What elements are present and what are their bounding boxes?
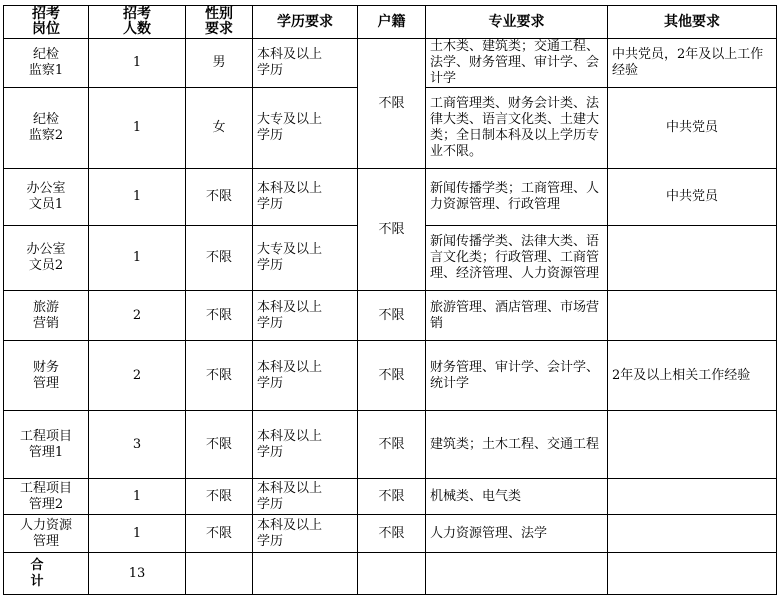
cell-count: 1 <box>89 169 186 226</box>
cell-other <box>608 411 777 479</box>
cell-other: 2年及以上相关工作经验 <box>608 341 777 411</box>
cell-gender: 男 <box>186 39 253 88</box>
cell-count: 1 <box>89 479 186 515</box>
header-other: 其他要求 <box>608 6 777 39</box>
cell-count: 2 <box>89 341 186 411</box>
cell-position: 旅游 营销 <box>4 291 89 341</box>
table-row <box>4 479 777 515</box>
cell-education: 大专及以上 学历 <box>253 88 358 169</box>
table-row <box>4 411 777 479</box>
cell-gender: 不限 <box>186 226 253 291</box>
cell-other: 中共党员，2年及以上工作经验 <box>608 39 777 88</box>
header-count: 招考 人数 <box>89 6 186 39</box>
cell-other: 中共党员 <box>608 169 777 226</box>
header-position: 招考 岗位 <box>4 6 89 39</box>
cell-major: 建筑类；土木工程、交通工程 <box>426 411 608 479</box>
table-row <box>4 341 777 411</box>
cell-major: 财务管理、审计学、会计学、统计学 <box>426 341 608 411</box>
cell-position: 纪检 监察1 <box>4 39 89 88</box>
cell-gender: 不限 <box>186 479 253 515</box>
cell-position: 办公室 文员1 <box>4 169 89 226</box>
cell-hukou-merged-2: 不限 <box>358 169 426 291</box>
cell-gender: 不限 <box>186 411 253 479</box>
table-row <box>4 291 777 341</box>
cell-count: 1 <box>89 88 186 169</box>
cell-count: 1 <box>89 226 186 291</box>
cell-position: 财务 管理 <box>4 341 89 411</box>
cell-other <box>608 291 777 341</box>
table-row <box>4 515 777 553</box>
empty-cell <box>186 553 253 595</box>
cell-education: 大专及以上 学历 <box>253 226 358 291</box>
cell-position: 纪检 监察2 <box>4 88 89 169</box>
empty-cell <box>608 553 777 595</box>
empty-cell <box>358 553 426 595</box>
cell-education: 本科及以上 学历 <box>253 411 358 479</box>
header-education: 学历要求 <box>253 6 358 39</box>
cell-gender: 不限 <box>186 515 253 553</box>
cell-hukou: 不限 <box>358 341 426 411</box>
cell-major: 土木类、建筑类；交通工程、法学、财务管理、审计学、会计学 <box>426 39 608 88</box>
cell-position: 办公室 文员2 <box>4 226 89 291</box>
header-row <box>4 6 777 39</box>
recruitment-table <box>3 5 777 595</box>
cell-other <box>608 479 777 515</box>
cell-count: 1 <box>89 39 186 88</box>
cell-gender: 不限 <box>186 291 253 341</box>
cell-major: 新闻传播学类；工商管理、人力资源管理、行政管理 <box>426 169 608 226</box>
cell-other: 中共党员 <box>608 88 777 169</box>
table-row <box>4 39 777 88</box>
total-row <box>4 553 777 595</box>
cell-hukou: 不限 <box>358 411 426 479</box>
cell-major: 人力资源管理、法学 <box>426 515 608 553</box>
cell-position: 工程项目 管理2 <box>4 479 89 515</box>
cell-major: 旅游管理、酒店管理、市场营销 <box>426 291 608 341</box>
empty-cell <box>426 553 608 595</box>
cell-gender: 女 <box>186 88 253 169</box>
cell-hukou: 不限 <box>358 291 426 341</box>
cell-major: 工商管理类、财务会计类、法律大类、语言文化类、土建大类；全日制本科及以上学历专业不限。 <box>426 88 608 169</box>
cell-gender: 不限 <box>186 341 253 411</box>
cell-education: 本科及以上 学历 <box>253 515 358 553</box>
cell-other <box>608 515 777 553</box>
cell-position: 人力资源 管理 <box>4 515 89 553</box>
empty-cell <box>253 553 358 595</box>
cell-count: 2 <box>89 291 186 341</box>
cell-education: 本科及以上 学历 <box>253 479 358 515</box>
cell-education: 本科及以上 学历 <box>253 291 358 341</box>
cell-other <box>608 226 777 291</box>
cell-major: 机械类、电气类 <box>426 479 608 515</box>
header-major: 专业要求 <box>426 6 608 39</box>
cell-education: 本科及以上 学历 <box>253 169 358 226</box>
header-gender: 性别 要求 <box>186 6 253 39</box>
cell-count: 1 <box>89 515 186 553</box>
header-hukou: 户籍 <box>358 6 426 39</box>
cell-hukou: 不限 <box>358 479 426 515</box>
cell-hukou-merged-1: 不限 <box>358 39 426 169</box>
cell-major: 新闻传播学类、法律大类、语言文化类；行政管理、工商管理、经济管理、人力资源管理 <box>426 226 608 291</box>
total-label: 合 计 <box>4 553 89 595</box>
cell-count: 3 <box>89 411 186 479</box>
cell-education: 本科及以上 学历 <box>253 341 358 411</box>
cell-gender: 不限 <box>186 169 253 226</box>
table-row <box>4 169 777 226</box>
cell-hukou: 不限 <box>358 515 426 553</box>
total-value: 13 <box>89 553 186 595</box>
cell-education: 本科及以上 学历 <box>253 39 358 88</box>
cell-position: 工程项目 管理1 <box>4 411 89 479</box>
